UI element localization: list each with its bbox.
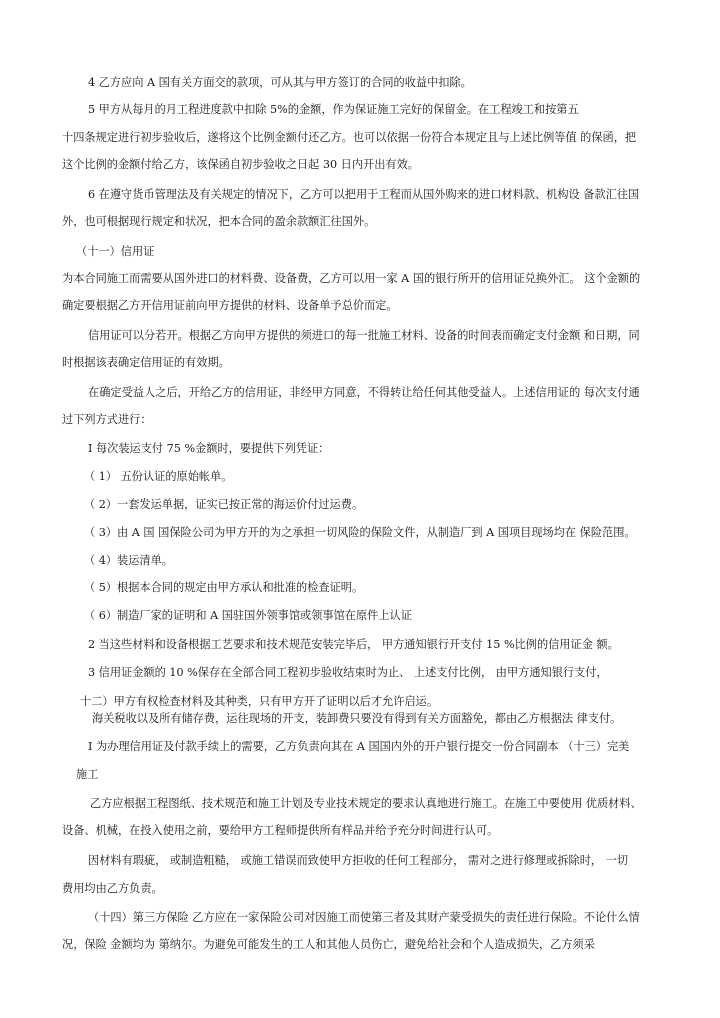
text-line: 外，也可根据现行规定和状况，把本合同的盈余款额汇往国外。 [62,215,376,228]
text-line: I 为办理信用证及付款手续上的需要，乙方负责向其在 A 国国内外的开户银行提交一份合同副本 （十三）完美 [88,740,630,753]
text-line: 在确定受益人之后，开给乙方的信用证，非经甲方同意，不得转让给任何其他受益人。上述信用证的 每次支付通 [88,386,640,399]
text-line: 费用均由乙方负责。 [62,882,163,895]
text-line: 信用证可以分若开。根据乙方向甲方提供的须进口的每一批施工材料、设备的时间表而确定支付金额 和日期，同 [88,329,640,342]
text-line: 5 甲方从每月的月工程进度款中扣除 5%的金额，作为保证施工完好的保留金。在工程竣工和按第五 [88,103,579,116]
text-line: 况，保险 金额均为 第纳尔。为避免可能发生的工人和其他人员伤亡，避免给社会和个人造成损失，乙方须采 [62,938,595,951]
text-line: 确定要根据乙方开信用证前向甲方提供的材料、设备单予总价而定。 [62,299,398,312]
text-line: 4 乙方应向 A 国有关方面交的款项，可从其与甲方签订的合同的收益中扣除。 [88,76,472,89]
section-heading: （十一）信用证 [76,245,155,258]
text-line: 设备、机械，在投入使用之前，要给甲方工程师提供所有样品并给予充分时间进行认可。 [62,824,499,837]
section-heading: 十二）甲方有权检查材料及其种类，只有甲方开了证明以后才允许启运。 [80,695,439,708]
list-item: （ 2）一套发运单据，证实已按正常的海运价付过运费。 [84,498,364,511]
text-line: 乙方应根据工程图纸、技术规范和施工计划及专业技术规定的要求认真地进行施工。在施工中要使用 优质材料、 [90,797,642,810]
text-line: 2 当这些材料和设备根据工艺要求和技术规范安装完毕后， 甲方通知银行开支付 15 %比例的信用证金 额。 [88,638,619,651]
list-item: （ 6）制造厂家的证明和 A 国驻国外领事馆或领事馆在原件上认证 [84,609,412,622]
text-line: 因材料有瑕疵， 或制造粗糙， 或施工错误而致使甲方拒收的任何工程部分， 需对之进行修理或拆除时， 一切 [88,854,629,867]
text-line: （十四）第三方保险 乙方应在一家保险公司对因施工而使第三者及其财产蒙受损失的责任进行保险。不论什么情 [88,911,640,924]
text-line: 3 信用证金额的 10 %保存在全部合同工程初步验收结束时为止、 上述支付比例， 由甲方通知银行支付， [88,666,608,679]
list-item: （ 3）由 A 国 国保险公司为甲方开的为之承担一切风险的保险文件，从制造厂到 A 国项目现场均在 保险范围。 [84,526,636,539]
text-line: 6 在遵守货币管理法及有关规定的情况下，乙方可以把用于工程而从国外购来的进口材料款、机构设 备款汇往国 [88,188,640,201]
list-item: （ 4）装运清单。 [84,554,173,567]
text-line: 这个比例的金额付给乙方，该保函自初步验收之日起 30 日内开出有效。 [62,158,419,171]
text-line: I 每次装运支付 75 %金额时，要提供下列凭证： [88,442,330,455]
list-item: （ 5）根据本合同的规定由甲方承认和批准的检查证明。 [84,581,364,594]
text-line: 十四条规定进行初步验收后，遂将这个比例金额付还乙方。也可以依据一份符合本规定且与上述比例等值 的保函，把 [62,131,637,144]
text-line: 过下列方式进行： [62,413,152,426]
list-item: （ 1） 五份认证的原始帐单。 [84,470,233,483]
text-line: 海关税收以及所有储存费，运往现场的开支，装卸费只要没有得到有关方面豁免，都由乙方根据法 律支付。 [92,712,622,725]
text-line: 施工 [76,768,99,781]
text-line: 时根据该表确定信用证的有效期。 [62,356,230,369]
text-line: 为本合同施工而需要从国外进口的材料费、设备费，乙方可以用一家 A 国的银行所开的信用证兑换外汇。 这个金额的 [62,272,641,285]
